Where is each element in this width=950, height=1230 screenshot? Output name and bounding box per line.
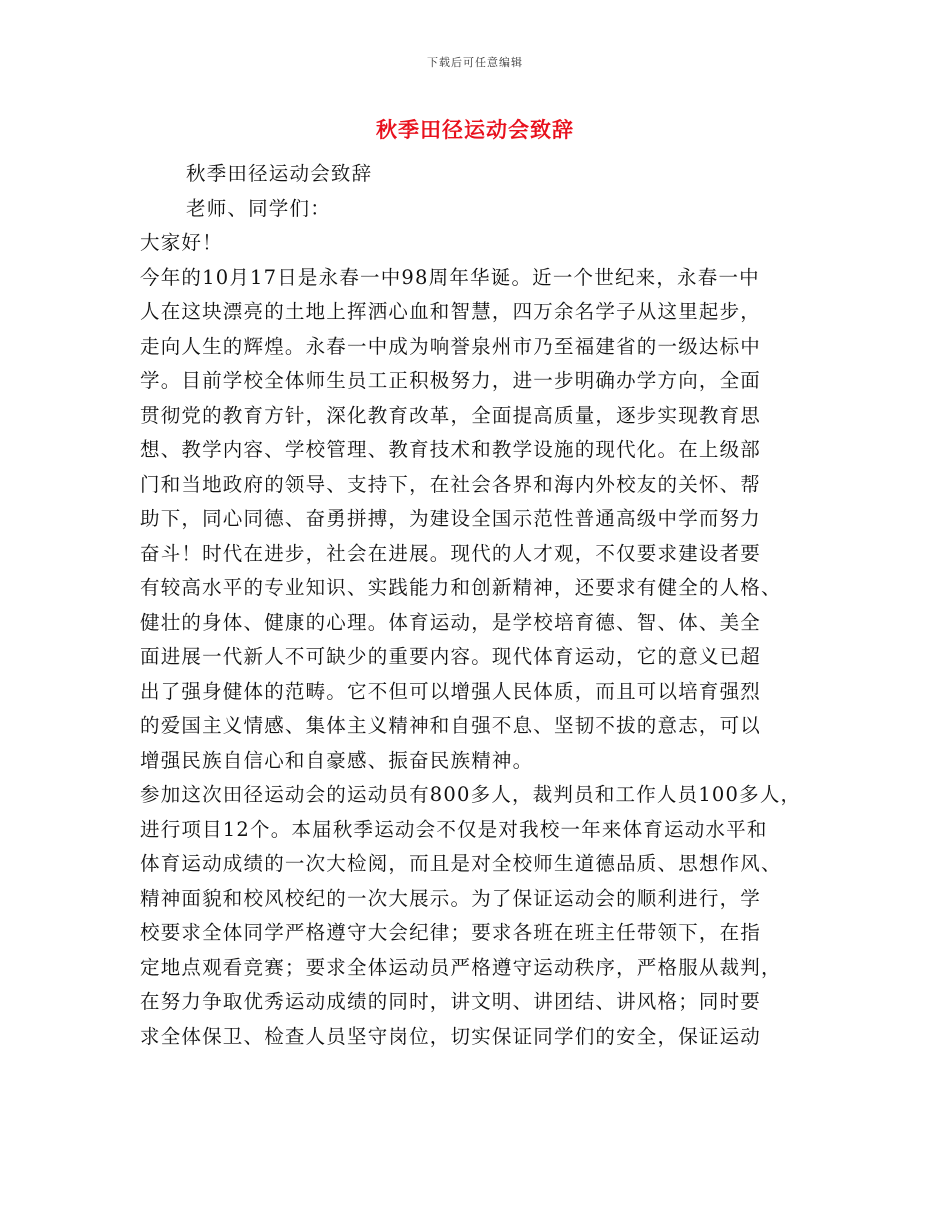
document-title: 秋季田径运动会致辞 — [376, 117, 574, 142]
text-line: 助下，同心同德、奋勇拼搏，为建设全国示范性普通高级中学而努力 — [140, 507, 762, 530]
text-line: 出了强身健体的范畴。它不但可以增强人民体质，而且可以培育强烈 — [140, 679, 762, 703]
text-line: 参加这次田径运动会的运动员有800多人，裁判员和工作人员100多人， — [140, 783, 802, 806]
text-line: 老师、同学们： — [186, 196, 331, 220]
text-line: 贯彻党的教育方针，深化教育改革，全面提高质量，逐步实现教育思 — [140, 403, 762, 427]
header-note: 下载后可任意编辑 — [427, 56, 523, 69]
text-line: 增强民族自信心和自豪感、振奋民族精神。 — [140, 748, 534, 772]
text-line: 的爱国主义情感、集体主义精神和自强不息、坚韧不拔的意志，可以 — [140, 714, 762, 737]
text-line: 体育运动成绩的一次大检阅，而且是对全校师生道德品质、思想作风、 — [140, 852, 782, 875]
text-line: 人在这块漂亮的土地上挥洒心血和智慧，四万余名学子从这里起步， — [140, 300, 762, 323]
text-line: 今年的10月17日是永春一中98周年华诞。近一个世纪来，永春一中 — [140, 265, 760, 289]
document-body — [140, 157, 840, 1054]
text-line: 有较高水平的专业知识、实践能力和创新精神，还要求有健全的人格、 — [140, 576, 782, 599]
text-line: 进行项目12个。本届秋季运动会不仅是对我校一年来体育运动水平和 — [140, 817, 768, 841]
text-line: 走向人生的辉煌。永春一中成为响誉泉州市乃至福建省的一级达标中 — [140, 334, 762, 358]
text-line: 面进展一代新人不可缺少的重要内容。现代体育运动，它的意义已超 — [140, 645, 762, 668]
text-line: 精神面貌和校风校纪的一次大展示。为了保证运动会的顺利进行，学 — [140, 886, 762, 910]
text-line: 学。目前学校全体师生员工正积极努力，进一步明确办学方向，全面 — [140, 369, 762, 392]
text-line: 校要求全体同学严格遵守大会纪律；要求各班在班主任带领下，在指 — [140, 921, 762, 944]
text-line: 大家好！ — [140, 231, 223, 254]
text-line: 定地点观看竞赛；要求全体运动员严格遵守运动秩序，严格服从裁判， — [140, 955, 782, 979]
text-line: 门和当地政府的领导、支持下，在社会各界和海内外校友的关怀、帮 — [140, 472, 762, 496]
text-line: 奋斗！时代在进步，社会在进展。现代的人才观，不仅要求建设者要 — [140, 541, 762, 565]
text-line: 求全体保卫、检查人员坚守岗位，切实保证同学们的安全，保证运动 — [140, 1024, 762, 1048]
text-line: 健壮的身体、健康的心理。体育运动，是学校培育德、智、体、美全 — [140, 610, 762, 634]
text-line: 秋季田径运动会致辞 — [186, 162, 373, 185]
text-line: 想、教学内容、学校管理、教育技术和教学设施的现代化。在上级部 — [140, 438, 762, 461]
text-line: 在努力争取优秀运动成绩的同时，讲文明、讲团结、讲风格；同时要 — [140, 990, 762, 1013]
